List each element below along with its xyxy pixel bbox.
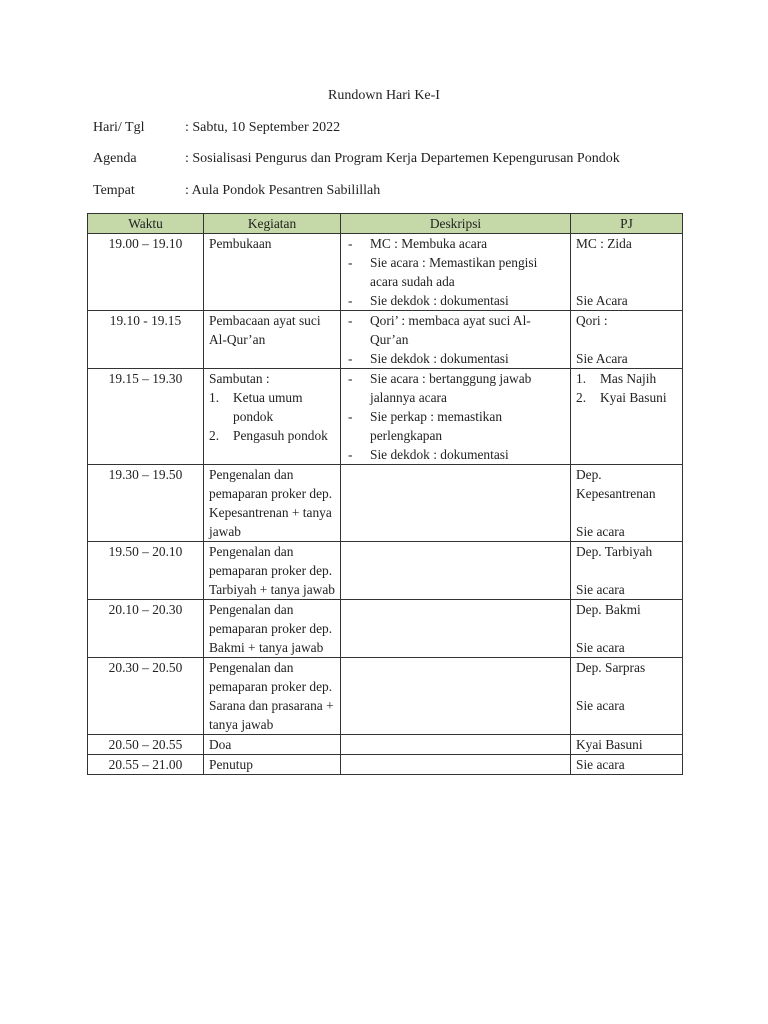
table-row <box>88 600 683 658</box>
table-row <box>88 465 683 542</box>
description-cell <box>341 600 571 658</box>
time-cell: 20.30 – 20.50 <box>88 658 204 735</box>
header-pj: PJ <box>571 214 683 234</box>
meta-place-label: Tempat <box>93 183 135 198</box>
description-item: - MC : Membuka acara <box>346 234 565 253</box>
description-cell <box>341 755 571 775</box>
description-item: - Sie acara : bertanggung jawab jalannya acara <box>346 369 565 407</box>
activity-cell: Pembacaan ayat suci Al-Qur’an <box>204 311 341 369</box>
description-cell <box>341 542 571 600</box>
description-item: - Sie dekdok : dokumentasi <box>346 349 565 368</box>
table-header-row <box>88 214 683 234</box>
pj-line: Dep. Kepesantrenan <box>576 467 656 501</box>
description-cell <box>341 311 571 369</box>
activity-item: Pengasuh pondok <box>233 428 328 443</box>
description-cell <box>341 465 571 542</box>
document-title: Rundown Hari Ke-I <box>328 88 440 103</box>
pj-line: Sie Acara <box>576 351 628 366</box>
meta-place-value: : Aula Pondok Pesantren Sabilillah <box>185 183 381 198</box>
meta-date-label: Hari/ Tgl <box>93 120 145 135</box>
time-cell: 19.50 – 20.10 <box>88 542 204 600</box>
pj-line: Dep. Sarpras <box>576 660 646 675</box>
time-cell: 19.15 – 19.30 <box>88 369 204 465</box>
description-cell <box>341 735 571 755</box>
pj-line: Dep. Tarbiyah <box>576 544 653 559</box>
description-cell <box>341 234 571 311</box>
pj-line: MC : Zida <box>576 236 632 251</box>
meta-agenda-label: Agenda <box>93 151 137 166</box>
pj-line: Sie acara <box>576 640 625 655</box>
table-row <box>88 755 683 775</box>
activity-cell: Pengenalan dan pemaparan proker dep. Bakmi + tanya jawab <box>204 600 341 658</box>
pj-cell <box>571 465 683 542</box>
pj-cell <box>571 735 683 755</box>
pj-cell <box>571 755 683 775</box>
pj-cell <box>571 658 683 735</box>
pj-cell <box>571 234 683 311</box>
pj-cell <box>571 311 683 369</box>
pj-line: Sie acara <box>576 524 625 539</box>
table-row <box>88 542 683 600</box>
pj-line: Kyai Basuni <box>576 737 643 752</box>
activity-cell: Doa <box>204 735 341 755</box>
table-row <box>88 311 683 369</box>
time-cell: 20.55 – 21.00 <box>88 755 204 775</box>
meta-date-value: : Sabtu, 10 September 2022 <box>185 120 341 135</box>
activity-cell: Pengenalan dan pemaparan proker dep. Kepesantrenan + tanya jawab <box>204 465 341 542</box>
pj-cell <box>571 369 683 465</box>
activity-cell: Pengenalan dan pemaparan proker dep. Tarbiyah + tanya jawab <box>204 542 341 600</box>
pj-line: Qori : <box>576 313 608 328</box>
activity-cell: Pengenalan dan pemaparan proker dep. Sarana dan prasarana + tanya jawab <box>204 658 341 735</box>
description-item: - Sie perkap : memastikan perlengkapan <box>346 407 565 445</box>
activity-cell: Penutup <box>204 755 341 775</box>
table-row <box>88 658 683 735</box>
time-cell: 20.10 – 20.30 <box>88 600 204 658</box>
table-row <box>88 735 683 755</box>
activity-item: Ketua umum pondok <box>233 390 303 424</box>
pj-line: Dep. Bakmi <box>576 602 641 617</box>
header-kegiatan: Kegiatan <box>204 214 341 234</box>
time-cell: 20.50 – 20.55 <box>88 735 204 755</box>
time-cell: 19.10 - 19.15 <box>88 311 204 369</box>
table-row <box>88 369 683 465</box>
activity-cell <box>204 369 341 465</box>
header-waktu: Waktu <box>88 214 204 234</box>
description-cell <box>341 369 571 465</box>
pj-item: Mas Najih <box>600 371 657 386</box>
activity-cell: Pembukaan <box>204 234 341 311</box>
pj-cell <box>571 600 683 658</box>
description-item: - Sie dekdok : dokumentasi <box>346 445 565 464</box>
header-deskripsi: Deskripsi <box>341 214 571 234</box>
meta-agenda-value: : Sosialisasi Pengurus dan Program Kerja Departemen Kepengurusan Pondok <box>185 151 620 166</box>
pj-cell <box>571 542 683 600</box>
table-row <box>88 234 683 311</box>
description-item: - Sie dekdok : dokumentasi <box>346 291 565 310</box>
description-item: - Sie acara : Memastikan pengisi acara sudah ada <box>346 253 565 291</box>
pj-item: Kyai Basuni <box>600 390 667 405</box>
time-cell: 19.30 – 19.50 <box>88 465 204 542</box>
time-cell: 19.00 – 19.10 <box>88 234 204 311</box>
pj-line: Sie acara <box>576 698 625 713</box>
pj-line: Sie acara <box>576 582 625 597</box>
pj-line: Sie Acara <box>576 293 628 308</box>
activity-label: Sambutan : <box>209 371 270 386</box>
description-item: - Qori’ : membaca ayat suci Al-Qur’an <box>346 311 565 349</box>
pj-line: Sie acara <box>576 757 625 772</box>
description-cell <box>341 658 571 735</box>
rundown-table <box>87 213 683 775</box>
